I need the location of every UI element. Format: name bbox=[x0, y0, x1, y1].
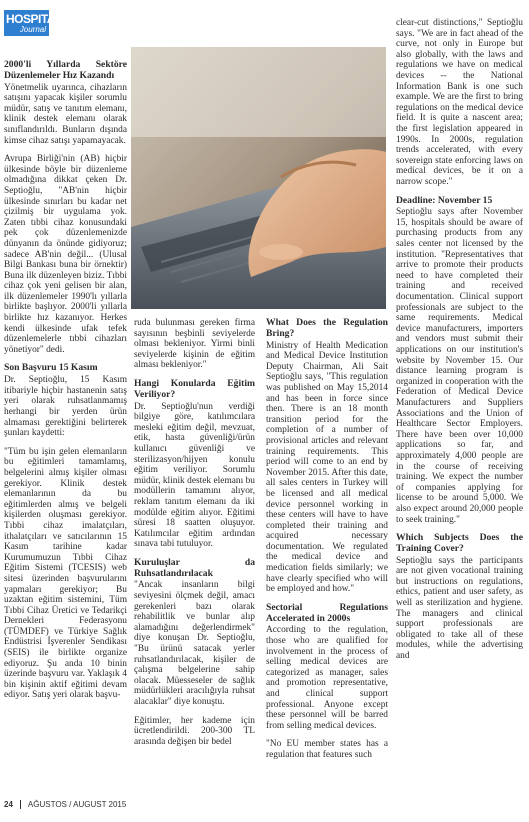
section-heading: What Does the Regulation Bring? bbox=[266, 317, 388, 339]
section-heading: Son Başvuru 15 Kasım bbox=[4, 362, 98, 374]
paragraph: clear-cut distinctions," Septioğlu says. "We are in fact ahead of the curve, not only in Europe but also globally, with the laws and regulations we have on medical devices -- the National Information Bank is one such example. We are the first to bring regulations on the medical device field. It is quite a nascent area; the first legislation appeared in 1990s. In 2000s, regulation trends accelerated, with every sovereign state enforcing laws on medical devices, be it on a narrow scope." bbox=[396, 18, 523, 187]
section-heading: 2000'li Yıllarda Sektöre Düzenlemeler Hız Kazandı bbox=[4, 59, 127, 81]
section-heading: Deadline: November 15 bbox=[396, 194, 493, 206]
footer-divider bbox=[20, 800, 21, 809]
paragraph: Ministry of Health Medication and Medical Device Institution Deputy Chairman, Ali Sait Septioğlu says, "This regulation was published on May 15,2014 and has been in force since then. There is an 18 month transition period for the completion of a number of provisional articles and relevant training requirements. This period will come to an end by November 2015. After this date, all sales centers in Turkey will be licensed and all medical device personnel working in these centers will have to have completed their training and acquired necessary documentation. We regulated the medical device and medication fields similarly; we have clearly specified who will be employed and how." bbox=[266, 340, 388, 595]
page-footer bbox=[4, 800, 126, 809]
magazine-logo bbox=[4, 10, 62, 36]
logo-line1: HOSPITAL bbox=[6, 12, 62, 26]
paragraph: "Ancak insanların bilgi seviyesini ölçmek değil, amacı gerekenleri bazı olarak rehabilitlik ve bunlar alıp alamadığını değerlendirmek" diye konuşan Dr. Septioğlu, "Bu ürünü satacak yerler ruhsatlandırılacak, kişiler de çalışma belgelerine sahip olacak. Müesseseler de sağlık müdürlükleri aracılığıyla ruhsat alacaklar" diye konuştu. bbox=[134, 580, 255, 707]
column-turkish-2 bbox=[134, 318, 255, 755]
column-english-2 bbox=[396, 18, 523, 670]
issue-date: AĞUSTOS / AUGUST 2015 bbox=[27, 800, 127, 809]
paragraph: ruda bulunması gereken firma sayısının beşbinli seviyelerde olması bekleniyor. Yirmi binli seviyelerde kişinin de eğitim alması bekleniyor." bbox=[134, 318, 255, 371]
article-photo bbox=[131, 47, 386, 309]
column-english-1 bbox=[266, 318, 388, 769]
paragraph: Dr. Septioğlu'nun verdiği bilgiye göre, katılımcılara mesleki eğitim değil, mevzuat, etik, hasta güvenliği/ürün kullanıcı güvenliği ve sterilizasyon/hijyen konulu eğitim veriliyor. Sorumlu müdür, klinik destek elemanı bu modüllerin tamamını alıyor, reklam tanıtım elemanı da iki modülde eğitim alıyor. Eğitimi süresi 18 saatten oluşuyor. Katılımcılar eğitim ardından sınava tabi tutuluyor. bbox=[134, 401, 255, 550]
paragraph: "No EU member states has a regulation that features such bbox=[266, 739, 388, 760]
paragraph: Avrupa Birliği'nin (AB) hiçbir ülkesinde böyle bir düzenleme olmadığına dikkat çeken Dr. Septioğlu, "AB'nin hiçbir ülkesinde sınırları bu kadar net çizilmiş bir uygulama yok. Zaten tıbbi cihaz konusundaki pek çok düzenlemenizde dünyanın da önünde gidiyoruz; sadece AB'nin değil... (Ulusal Bilgi Bankası buna bir örnektir) Buna ilk düzenleyen biziz. Tıbbi cihaz çok yeni gelisen bir alan, ilk düzenlemeler 1990'lı yıllarla birlikte başlıyor. 2000'li yıllarla birlikte hız kazanıyor. Herkes kendi ülkesinde ufak tefek düzenlemelerle tıbbi cihazları yönetiyor" dedi. bbox=[4, 154, 127, 355]
paragraph: Eğitimler, her kademe için ücretlendirildi. 200-300 TL arasında değişen bir bedel bbox=[134, 715, 255, 747]
section-heading: Kuruluşlar da Ruhsatlandırılacak bbox=[134, 556, 255, 579]
section-heading: Sectorial Regulations Accelerated in 2000s bbox=[266, 601, 388, 624]
paragraph: Septioğlu says the participants are not given vocational training but instructions on regulations, ethics, patient and user safety, as well as sterilization and hygiene. The managers and clinical support professionals are obligated to take all of these modules, while the advertising and bbox=[396, 555, 523, 662]
section-heading: Which Subjects Does the Training Cover? bbox=[396, 532, 523, 554]
hand-on-laptop-image bbox=[131, 47, 386, 309]
logo-line2: Journal bbox=[19, 25, 46, 34]
paragraph: Dr. Septioğlu, 15 Kasım itibariyle hiçbir hastanenin satış yeri olarak ruhsatlanmamış herhangi bir yerden ürün almaması gerektiğini belirterek şunları kaydetti: bbox=[4, 375, 127, 439]
section-heading: Hangi Konularda Eğitim Veriliyor? bbox=[134, 377, 255, 400]
column-turkish-1 bbox=[4, 60, 127, 709]
paragraph: "Tüm bu işin gelen elemanların bu eğitimleri tamamlamış, belgelerini almış kişiler olması gerekiyor. Klinik destek elemanlarının da bu eğitimlerden almış ve belgeli kişilerden oluşması gerekiyor. Tıbbi cihaz imalatçıları, ithalatçıları ve satıcılarının 15 Kasım tarihine kadar Kurumumuzun Tıbbi Cihaz Eğitim Sistemi (TCESIS) web sitesi üzerinden başvurularını yapmaları gerekiyor; Bu uzaktan eğitim sistemini, Tüm Tıbbi Cihaz Üretici ve Tedarikçi Dernekleri Federasyonu (TÜMDEF) ve Türkiye Sağlık Endüstrisi İşverenler Sendikası (SEIS) ile birlikte organize ediyoruz. Şu anda 10 binin üzerinde başvuru var. Yaklaşık 4 bin kişinin aktif eğitimi devam ediyor. Satış yeri olarak başvu- bbox=[4, 446, 127, 701]
page-number: 24 bbox=[4, 800, 13, 809]
paragraph: Septioğlu says after November 15, hospitals should be aware of purchasing products from any sales center not licensed by the institution. "Representatives that arrive to promote their products need to have completed their training and received documentation. Clinical support professionals are subject to the same requirements. Medical device manufacturers, importers and vendors must submit their applications on our institution's website by November 15. Our distance learning program is organized in cooperation with the Federation of Medical Device Manufacturers and Suppliers Associations and the Union of Healthcare Sector Employers. There have been over 10,000 applications so far, and approximately 4,000 people are in the course of receiving training. We expect the number of companies applying for license to be around 5,000. We also expect around 20,000 people to seek training." bbox=[396, 207, 523, 525]
paragraph: Yönetmelik uyarınca, cihazların satışını yapacak kişiler sorumlu müdür, satış ve tanıtım elemanı, klinik destek elemanı olarak sınıflandırıldı. Bunların dışında kimse cihaz satışı yapamayacak. bbox=[4, 82, 127, 146]
paragraph: According to the regulation, those who are qualified for involvement in the process of selling medical devices are categorized as manager, sales and promotion representative, and clinical support professional. Anyone except these personnel will be barred from selling medical devices. bbox=[266, 625, 388, 731]
